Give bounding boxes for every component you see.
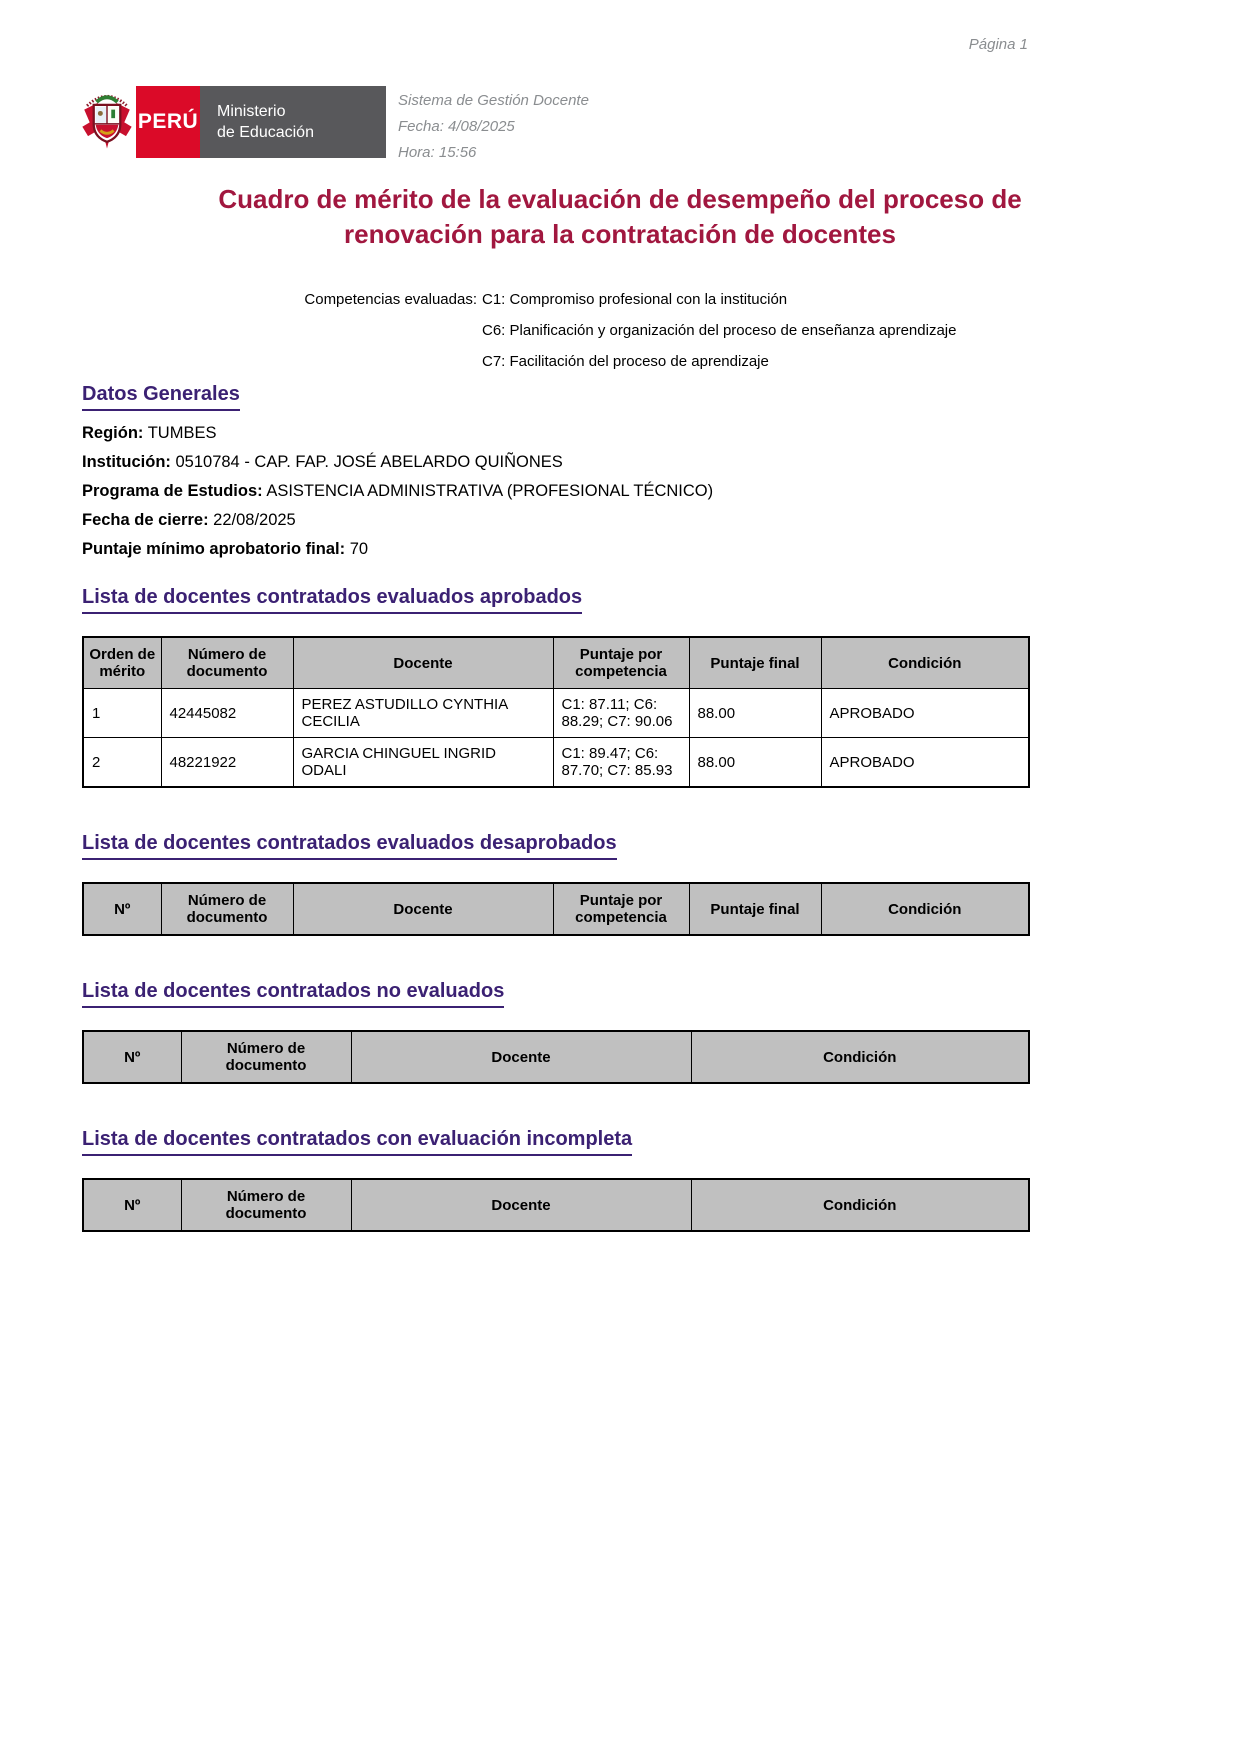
incomplete-section-heading: Lista de docentes contratados con evaluación incompleta — [82, 1128, 632, 1156]
peru-coat-of-arms-icon — [78, 84, 136, 158]
col-puntaje-final: Puntaje final — [689, 883, 821, 935]
approved-section-heading: Lista de docentes contratados evaluados aprobados — [82, 586, 582, 614]
field-puntaje-minimo-label: Puntaje mínimo aprobatorio final: — [82, 540, 346, 558]
disapproved-table-header-row — [83, 883, 1029, 935]
not-evaluated-table-header-row — [83, 1031, 1029, 1083]
col-docente: Docente — [293, 637, 553, 689]
field-region — [82, 419, 1240, 448]
col-condicion: Condición — [691, 1031, 1029, 1083]
page-number: Página 1 — [968, 36, 1028, 53]
competency-c6: C6: Planificación y organización del proceso de enseñanza aprendizaje — [482, 322, 957, 339]
meta-time: Hora: 15:56 — [398, 144, 477, 161]
col-numero-documento: Número de documento — [161, 883, 293, 935]
not-evaluated-section-heading-wrap — [82, 980, 1240, 1008]
col-docente: Docente — [351, 1031, 691, 1083]
cell-condicion: APROBADO — [821, 738, 1029, 788]
disapproved-section-heading-wrap — [82, 832, 1240, 860]
col-orden-merito: Orden de mérito — [83, 637, 161, 689]
logo-peru-box — [136, 86, 200, 158]
approved-table — [82, 636, 1030, 788]
cell-puntaje-competencia: C1: 87.11; C6: 88.29; C7: 90.06 — [553, 689, 689, 738]
ministry-line1: Ministerio — [217, 103, 286, 120]
cell-docente: PEREZ ASTUDILLO CYNTHIA CECILIA — [293, 689, 553, 738]
cell-orden: 1 — [83, 689, 161, 738]
col-puntaje-competencia: Puntaje por competencia — [553, 637, 689, 689]
col-condicion: Condición — [691, 1179, 1029, 1231]
field-fecha-cierre-value: 22/08/2025 — [213, 511, 296, 529]
field-institucion-value: 0510784 - CAP. FAP. JOSÉ ABELARDO QUIÑONES — [175, 453, 563, 471]
field-fecha-cierre-label: Fecha de cierre: — [82, 511, 209, 529]
field-programa-value: ASISTENCIA ADMINISTRATIVA (PROFESIONAL TÉCNICO) — [266, 482, 714, 500]
cell-docente: GARCIA CHINGUEL INGRID ODALI — [293, 738, 553, 788]
cell-documento: 48221922 — [161, 738, 293, 788]
field-puntaje-minimo — [82, 535, 1240, 564]
cell-documento: 42445082 — [161, 689, 293, 738]
meta-date: Fecha: 4/08/2025 — [398, 118, 515, 135]
general-data-fields — [82, 419, 1240, 564]
col-condicion: Condición — [821, 883, 1029, 935]
not-evaluated-section-heading: Lista de docentes contratados no evaluados — [82, 980, 504, 1008]
field-region-label: Región: — [82, 424, 144, 442]
cell-condicion: APROBADO — [821, 689, 1029, 738]
field-programa — [82, 477, 1240, 506]
approved-table-header-row — [83, 637, 1029, 689]
col-docente: Docente — [293, 883, 553, 935]
field-puntaje-minimo-value: 70 — [349, 540, 369, 558]
not-evaluated-table — [82, 1030, 1030, 1084]
col-numero-documento: Número de documento — [181, 1179, 351, 1231]
disapproved-section-heading: Lista de docentes contratados evaluados desaprobados — [82, 832, 617, 860]
col-numero: Nº — [83, 1031, 181, 1083]
cell-puntaje-competencia: C1: 89.47; C6: 87.70; C7: 85.93 — [553, 738, 689, 788]
col-numero-documento: Número de documento — [161, 637, 293, 689]
field-institucion — [82, 448, 1240, 477]
meta-system: Sistema de Gestión Docente — [398, 92, 589, 109]
col-numero-documento: Número de documento — [181, 1031, 351, 1083]
col-docente: Docente — [351, 1179, 691, 1231]
ministry-line2: de Educación — [217, 124, 314, 141]
approved-section-heading-wrap — [82, 586, 1240, 614]
table-row — [83, 738, 1029, 788]
col-numero: Nº — [83, 883, 161, 935]
logo-ministry-box — [200, 86, 386, 158]
table-row — [83, 689, 1029, 738]
competencies-intro: Competencias evaluadas: — [304, 291, 477, 308]
disapproved-table — [82, 882, 1030, 936]
field-institucion-label: Institución: — [82, 453, 171, 471]
field-region-value: TUMBES — [147, 424, 217, 442]
competencies-intro-spacer — [82, 346, 482, 377]
competency-c1: C1: Compromiso profesional con la institución — [482, 291, 788, 308]
general-data-heading-wrap — [82, 383, 1240, 411]
col-puntaje-final: Puntaje final — [689, 637, 821, 689]
cell-puntaje-final: 88.00 — [689, 689, 821, 738]
field-fecha-cierre — [82, 506, 1240, 535]
competencies-intro-spacer — [82, 315, 482, 346]
competency-row — [82, 315, 1240, 346]
document-title: Cuadro de mérito de la evaluación de desempeño del proceso de renovación para la contratación de docentes — [218, 184, 1022, 249]
logo-country-label: PERÚ — [137, 110, 199, 133]
competency-row — [82, 284, 1240, 315]
col-numero: Nº — [83, 1179, 181, 1231]
incomplete-table-header-row — [83, 1179, 1029, 1231]
cell-puntaje-final: 88.00 — [689, 738, 821, 788]
header-meta — [398, 86, 589, 161]
competencies-block — [82, 284, 1240, 377]
col-condicion: Condición — [821, 637, 1029, 689]
incomplete-table — [82, 1178, 1030, 1232]
competency-c7: C7: Facilitación del proceso de aprendizaje — [482, 353, 769, 370]
col-puntaje-competencia: Puntaje por competencia — [553, 883, 689, 935]
general-data-heading: Datos Generales — [82, 383, 240, 411]
incomplete-section-heading-wrap — [82, 1128, 1240, 1156]
competency-row — [82, 346, 1240, 377]
field-programa-label: Programa de Estudios: — [82, 482, 263, 500]
header-logo-row — [78, 86, 1240, 161]
cell-orden: 2 — [83, 738, 161, 788]
